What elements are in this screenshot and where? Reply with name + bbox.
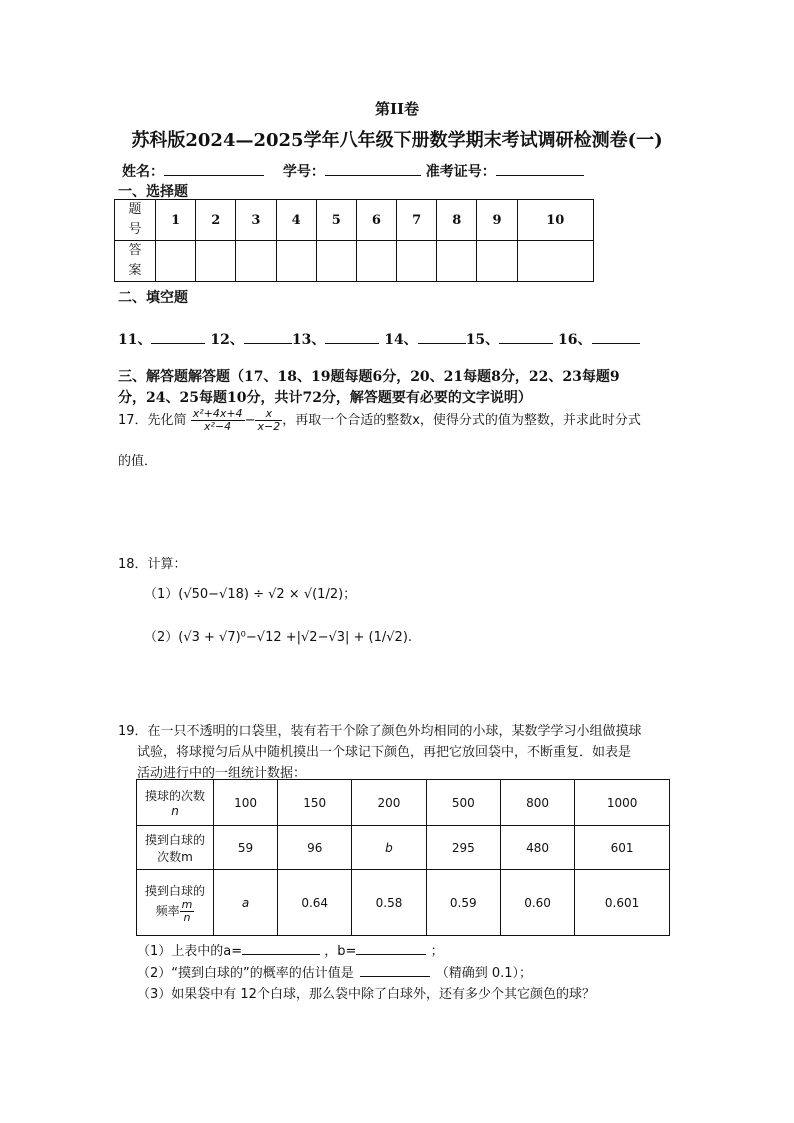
stats-cell: 96 <box>278 826 352 870</box>
student-id-label: 学号： <box>282 164 325 180</box>
info-line <box>122 161 584 181</box>
name-blank[interactable] <box>164 161 264 176</box>
q19-sub2 <box>137 962 532 981</box>
stats-cell: 295 <box>426 826 500 870</box>
answer-cell[interactable] <box>196 241 236 282</box>
q19-line1: 19．在一只不透明的口袋里，装有若干个除了颜色外均相同的小球，某数学学习小组做摸球 <box>118 724 642 739</box>
blank-label-15: 15、 <box>465 332 500 348</box>
answer-cell[interactable] <box>397 241 437 282</box>
answer-cell[interactable] <box>316 241 356 282</box>
stats-cell: 100 <box>214 780 278 826</box>
volume-label: 第II卷 <box>374 100 420 118</box>
answer-cell[interactable] <box>477 241 517 282</box>
q19-sub1-end: ； <box>430 944 444 959</box>
stats-cell: 800 <box>500 780 574 826</box>
blank-label-13: 13、 <box>291 332 326 348</box>
stats-cell: b <box>352 826 426 870</box>
q17-fraction-2: $\frac{x}{x-2}$ <box>257 407 281 433</box>
stats-cell: 0.58 <box>352 870 426 936</box>
answer-cell[interactable] <box>236 241 276 282</box>
q18-title: 18．计算： <box>118 557 187 572</box>
q19-sub3: （3）如果袋中有 12个白球，那么袋中除了白球外，还有多少个其它颜色的球？ <box>137 987 595 1002</box>
blank-16[interactable] <box>592 329 640 344</box>
blank-11[interactable] <box>151 329 205 344</box>
stats-cell: 200 <box>352 780 426 826</box>
answer-cell[interactable] <box>437 241 477 282</box>
fill-blank-line <box>118 329 640 349</box>
stats-cell: 150 <box>278 780 352 826</box>
q17-line2: 的值． <box>118 454 158 469</box>
exam-number-blank[interactable] <box>496 161 584 176</box>
blank-label-11: 11、 <box>118 332 152 348</box>
answer-cell[interactable] <box>156 241 196 282</box>
answer-table-head-answer: 答案 <box>115 241 156 282</box>
stats-cell: 601 <box>575 826 670 870</box>
answer-number: 6 <box>356 200 396 241</box>
blank-13[interactable] <box>325 329 379 344</box>
blank-12[interactable] <box>244 329 292 344</box>
answer-cell[interactable] <box>276 241 316 282</box>
stats-cell: 0.64 <box>278 870 352 936</box>
q19-blank-probability[interactable] <box>360 962 430 977</box>
stats-row-head: 摸到白球的 次数m <box>137 826 214 870</box>
stats-row-head: 摸球的次数 n <box>137 780 214 826</box>
stats-row-head: 摸到白球的 频率 $\frac{m}{n}$ <box>137 870 214 936</box>
q19-blank-b[interactable] <box>356 940 426 955</box>
question-17: 17．先化简 $\frac{\text{x²+4x+4}}{\text{x²−4}}$ − $\frac{x}{x-2}$ ，再取一个合适的整数x，使得分式的值为整数，并求此时分式 <box>118 407 641 433</box>
answer-table-answer-row <box>115 241 594 282</box>
q17-fraction-1: $\frac{\text{x²+4x+4}}{\text{x²−4}}$ <box>192 407 243 433</box>
stats-cell: 500 <box>426 780 500 826</box>
student-id-blank[interactable] <box>325 161 421 176</box>
stats-cell: 1000 <box>575 780 670 826</box>
section2-title: 二、填空题 <box>118 290 188 306</box>
answer-number: 9 <box>477 200 517 241</box>
page-title: 苏科版2024—2025学年八年级下册数学期末考试调研检测卷(一) <box>131 130 663 151</box>
q19-line2: 试验，将球搅匀后从中随机摸出一个球记下颜色，再把它放回袋中，不断重复．如表是 <box>137 745 632 760</box>
q17-suffix: ，再取一个合适的整数x，使得分式的值为整数，并求此时分式 <box>282 413 641 428</box>
q18-part1: （1）(√50−√18) ÷ √2 × √(1/2)； <box>144 587 357 602</box>
blank-label-16: 16、 <box>558 332 592 348</box>
name-label: 姓名： <box>122 164 164 180</box>
stats-row <box>137 870 670 936</box>
stats-cell: 0.60 <box>500 870 574 936</box>
blank-label-12: 12、 <box>210 332 244 348</box>
stats-row <box>137 780 670 826</box>
blank-14[interactable] <box>418 329 466 344</box>
answer-cell[interactable] <box>517 241 593 282</box>
q18-part2: （2）(√3 + √7)⁰−√12 +|√2−√3| + (1/√2). <box>144 630 413 645</box>
answer-cell[interactable] <box>356 241 396 282</box>
stats-cell: 0.601 <box>575 870 670 936</box>
answer-number: 5 <box>316 200 356 241</box>
stats-cell: a <box>214 870 278 936</box>
q19-sub2-label: （2）“摸到白球的”的概率的估计值是 <box>137 966 354 981</box>
stats-cell: 480 <box>500 826 574 870</box>
answer-table-head-number: 题号 <box>115 200 156 241</box>
answer-number: 10 <box>517 200 593 241</box>
stats-row <box>137 826 670 870</box>
answer-number: 7 <box>397 200 437 241</box>
section3-line1: 三、解答题解答题（17、18、19题每题6分，20、21每题8分，22、23每题9 <box>118 369 620 385</box>
answer-table-number-row <box>115 200 594 241</box>
q19-sub2-end: （精确到 0.1）； <box>435 966 533 981</box>
q19-line3: 活动进行中的一组统计数据： <box>137 766 307 781</box>
blank-15[interactable] <box>499 329 553 344</box>
section3-line2: 分，24、25每题10分，共计72分，解答题要有必要的文字说明） <box>118 390 532 406</box>
answer-number: 3 <box>236 200 276 241</box>
answer-number: 2 <box>196 200 236 241</box>
section1-title: 一、选择题 <box>118 184 188 200</box>
q19-blank-a[interactable] <box>242 940 320 955</box>
stats-cell: 59 <box>214 826 278 870</box>
blank-label-14: 14、 <box>384 332 418 348</box>
answer-number: 1 <box>156 200 196 241</box>
answer-number: 8 <box>437 200 477 241</box>
q17-prefix: 17．先化简 <box>118 413 187 428</box>
q19-sub1-label-a: （1）上表中的a= <box>137 944 243 959</box>
stats-cell: 0.59 <box>426 870 500 936</box>
q19-sub1-label-b: ，b= <box>324 944 357 959</box>
answer-table <box>114 199 594 282</box>
answer-number: 4 <box>276 200 316 241</box>
exam-number-label: 准考证号： <box>425 164 496 180</box>
stats-table <box>136 779 670 936</box>
q19-sub1 <box>137 940 444 959</box>
